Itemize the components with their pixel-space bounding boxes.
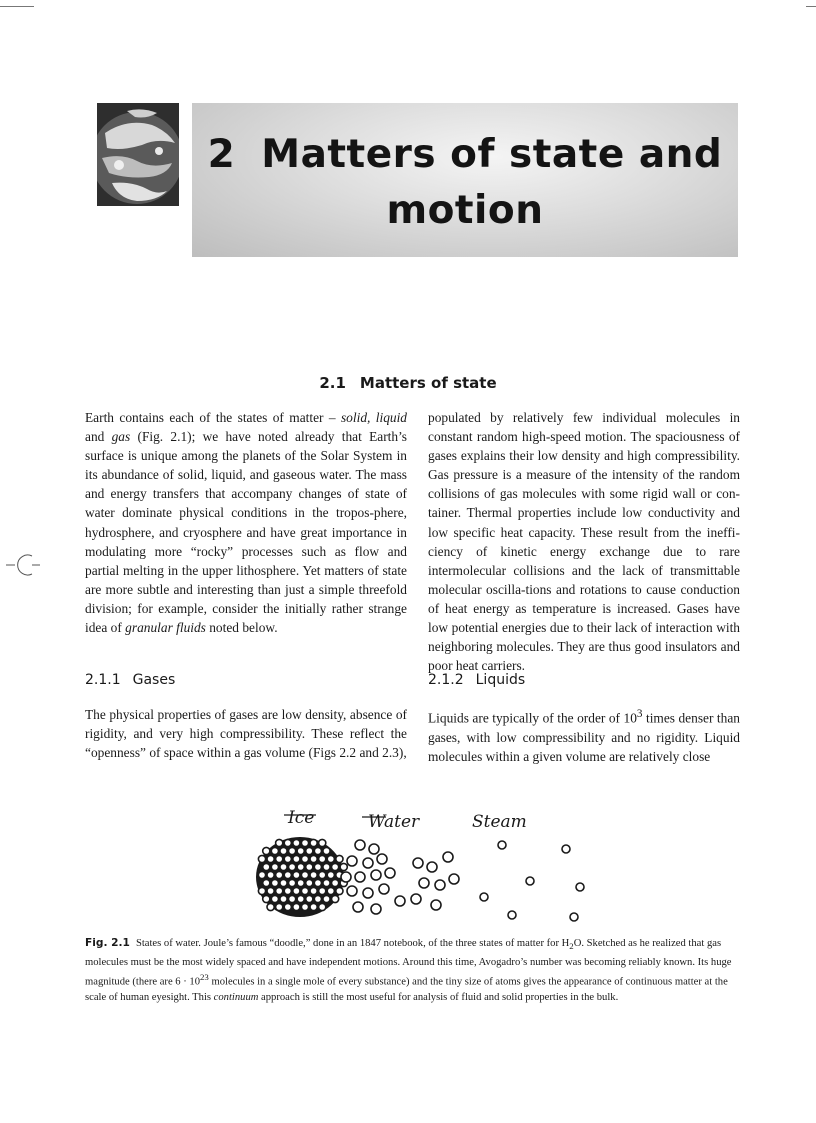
registration-mark — [6, 550, 40, 580]
molecule-circle — [276, 871, 283, 878]
molecule-circle — [297, 863, 304, 870]
molecule-circle — [267, 855, 274, 862]
earth-photo — [97, 103, 179, 206]
molecule-circle — [310, 887, 317, 894]
chapter-number: 2 — [207, 132, 236, 177]
molecule-circle — [419, 878, 429, 888]
intro-text: Earth contains each of the states of matter – — [85, 410, 341, 425]
molecule-circle — [280, 879, 287, 886]
chapter-title-banner — [192, 103, 738, 257]
subsection-number: 2.1.2 — [428, 672, 464, 688]
molecule-circle — [443, 852, 453, 862]
crop-mark — [0, 6, 34, 7]
subsection-heading-liquids — [428, 672, 525, 688]
chapter-title — [192, 127, 738, 239]
molecule-circle — [310, 871, 317, 878]
molecule-circle — [319, 839, 326, 846]
molecule-circle — [314, 895, 321, 902]
molecule-circle — [284, 839, 291, 846]
chapter-title-line1: Matters of state and — [261, 132, 723, 177]
steam-molecules — [480, 841, 584, 921]
molecule-circle — [353, 902, 363, 912]
molecule-circle — [347, 886, 357, 896]
molecule-circle — [284, 871, 291, 878]
superscript: 23 — [200, 971, 209, 982]
molecule-circle — [301, 887, 308, 894]
molecule-circle — [323, 863, 330, 870]
molecule-circle — [310, 855, 317, 862]
molecule-circle — [280, 895, 287, 902]
molecule-circle — [379, 884, 389, 894]
caption-text: approach is still the most useful for analysis of fluid and solid properties in the bulk. — [258, 991, 619, 1003]
subscript: 2 — [569, 941, 574, 952]
caption-text: O. Sketched as he realized that gas molecules must be the most widely spaced and have independent motions. Around this time, Avogadro’s number was becoming reliably known. Its huge magnitude (there are 6 · 10 — [85, 938, 732, 988]
molecule-circle — [323, 895, 330, 902]
molecule-circle — [289, 847, 296, 854]
molecule-circle — [276, 903, 283, 910]
caption-text: molecules in a single mole of every substance) and the tiny size of atoms gives the appearance of continuous matter at the scale of human eyesight. This — [85, 976, 728, 1003]
section-heading — [0, 374, 816, 392]
molecule-circle — [347, 856, 357, 866]
molecule-circle — [263, 895, 270, 902]
molecule-circle — [395, 896, 405, 906]
molecule-circle — [336, 855, 343, 862]
molecule-circle — [297, 847, 304, 854]
molecule-circle — [306, 847, 313, 854]
figure-label-water: Water — [368, 812, 420, 832]
molecule-circle — [319, 903, 326, 910]
molecule-circle — [327, 887, 334, 894]
molecule-circle — [276, 839, 283, 846]
molecule-circle — [562, 845, 570, 853]
molecule-circle — [284, 887, 291, 894]
molecule-circle — [271, 847, 278, 854]
molecule-circle — [341, 872, 351, 882]
molecule-circle — [284, 903, 291, 910]
molecule-circle — [280, 863, 287, 870]
molecule-circle — [276, 855, 283, 862]
molecule-circle — [570, 913, 578, 921]
molecule-circle — [319, 855, 326, 862]
subsection-title: Liquids — [475, 672, 526, 688]
molecule-circle — [293, 903, 300, 910]
molecule-circle — [289, 895, 296, 902]
molecule-circle — [480, 893, 488, 901]
molecule-circle — [435, 880, 445, 890]
molecule-circle — [293, 855, 300, 862]
section-number: 2.1 — [319, 374, 346, 392]
molecule-circle — [310, 839, 317, 846]
molecule-circle — [332, 895, 339, 902]
molecule-circle — [263, 863, 270, 870]
molecule-circle — [413, 858, 423, 868]
body-text: populated by relatively few individual molecules in constant random high-speed motion. The spaciousness of gases explains their low density and high compressibility. Gas pressure is a measure of the intensity of the random collisions of gas molecules with some rigid wall or con-tainer. Thermal properties include low conductivity and low specific heat capacity. These result from the ineffi-ciency of kinetic energy exchange due to rare intermolecular collisions and the lack of transmittable molecular oscilla-tions and rotations to cause conduction of heat energy as temperature is increased. Gases have low potential energies due to their lack of interaction with neighboring molecules. They are thus good insulators and poor heat carriers. — [428, 410, 740, 674]
molecule-circle — [363, 888, 373, 898]
intro-text: and — [85, 429, 112, 445]
molecule-circle — [289, 879, 296, 886]
subsection-title: Gases — [132, 672, 176, 688]
molecule-circle — [449, 874, 459, 884]
molecule-circle — [327, 871, 334, 878]
molecule-circle — [258, 887, 265, 894]
molecule-circle — [576, 883, 584, 891]
molecule-circle — [498, 841, 506, 849]
superscript: 3 — [636, 708, 643, 720]
figure-label-ice: Ice — [288, 808, 315, 828]
intro-text: (Fig. 2.1); we have noted already that Earth’s surface is unique among the planets of the Solar System in its abundance of solid, liquid, and gaseous water. The mass and energy transfers that accompany changes of state of water dominate physical conditions in the tropos-phere, hydrosphere, and cryosphere and have great importance in modulating more “rocky” processes such as flow and partial melting in the upper lithosphere. Yet matters of state are more subtle and interesting than just a simple threefold division; for example, consider the initially rather strange idea of — [85, 429, 407, 636]
molecule-circle — [276, 887, 283, 894]
figure-label-steam: Steam — [472, 812, 527, 832]
molecule-circle — [526, 877, 534, 885]
body-text: The physical properties of gases are low density, absence of rigidity, and very high compressibility. These reflect the “openness” of space within a gas volume (Figs 2.2 and 2.3), — [85, 707, 407, 761]
molecule-circle — [271, 895, 278, 902]
molecule-circle — [306, 879, 313, 886]
molecule-circle — [280, 847, 287, 854]
molecule-circle — [314, 879, 321, 886]
molecule-circle — [301, 871, 308, 878]
molecule-circle — [377, 854, 387, 864]
liquids-paragraph — [428, 705, 740, 766]
molecule-circle — [301, 903, 308, 910]
molecule-circle — [297, 879, 304, 886]
joule-doodle-figure — [240, 805, 600, 925]
chapter-title-line2: motion — [386, 188, 544, 233]
molecule-circle — [336, 887, 343, 894]
molecule-circle — [267, 887, 274, 894]
molecule-circle — [355, 840, 365, 850]
molecule-circle — [271, 879, 278, 886]
molecule-circle — [284, 855, 291, 862]
intro-paragraph — [85, 408, 407, 637]
figure-caption — [85, 936, 740, 1005]
molecule-circle — [314, 863, 321, 870]
molecule-circle — [319, 871, 326, 878]
molecule-circle — [355, 872, 365, 882]
molecule-circle — [332, 879, 339, 886]
figure-label: Fig. 2.1 — [85, 937, 130, 949]
molecule-circle — [306, 895, 313, 902]
molecule-circle — [427, 862, 437, 872]
molecule-circle — [363, 858, 373, 868]
molecule-circle — [263, 879, 270, 886]
molecule-circle — [263, 847, 270, 854]
molecule-circle — [297, 895, 304, 902]
molecule-circle — [319, 887, 326, 894]
caption-text: States of water. Joule’s famous “doodle,” done in an 1847 notebook, of the three states of matter for H — [135, 938, 570, 949]
molecule-circle — [293, 871, 300, 878]
molecule-circle — [293, 839, 300, 846]
molecule-circle — [340, 863, 347, 870]
molecule-circle — [267, 871, 274, 878]
molecule-circle — [371, 904, 381, 914]
section-title: Matters of state — [359, 374, 497, 392]
molecule-circle — [385, 868, 395, 878]
caption-emphasis: continuum — [213, 991, 259, 1003]
intro-emphasis: granular fluids — [125, 620, 206, 636]
subsection-number: 2.1.1 — [85, 672, 121, 688]
subsection-heading-gases — [85, 672, 175, 688]
molecule-circle — [310, 903, 317, 910]
molecule-circle — [293, 887, 300, 894]
molecule-circle — [371, 870, 381, 880]
molecule-circle — [314, 847, 321, 854]
molecule-circle — [323, 879, 330, 886]
intro-emphasis: gas — [111, 429, 131, 445]
molecule-circle — [327, 855, 334, 862]
molecule-circle — [411, 894, 421, 904]
molecule-circle — [306, 863, 313, 870]
molecule-circle — [267, 903, 274, 910]
crop-mark — [806, 6, 816, 7]
molecule-circle — [508, 911, 516, 919]
molecule-circle — [258, 871, 265, 878]
intro-text: noted below. — [205, 620, 278, 636]
molecule-circle — [258, 855, 265, 862]
intro-emphasis: solid, liquid — [340, 410, 407, 425]
water-molecules — [341, 840, 459, 914]
molecule-circle — [301, 855, 308, 862]
molecule-circle — [271, 863, 278, 870]
molecule-circle — [301, 839, 308, 846]
ice-molecules — [256, 837, 347, 917]
gases-paragraph — [85, 705, 407, 762]
molecule-circle — [369, 844, 379, 854]
gases-continued-paragraph — [428, 408, 740, 675]
body-text: Liquids are typically of the order of 10 — [428, 710, 637, 726]
molecule-circle — [332, 863, 339, 870]
body-text: times denser than gases, with low compressibility and no rigidity. Liquid molecules within a given volume are relatively close — [428, 710, 740, 764]
molecule-circle — [431, 900, 441, 910]
molecule-circle — [289, 863, 296, 870]
molecule-circle — [323, 847, 330, 854]
